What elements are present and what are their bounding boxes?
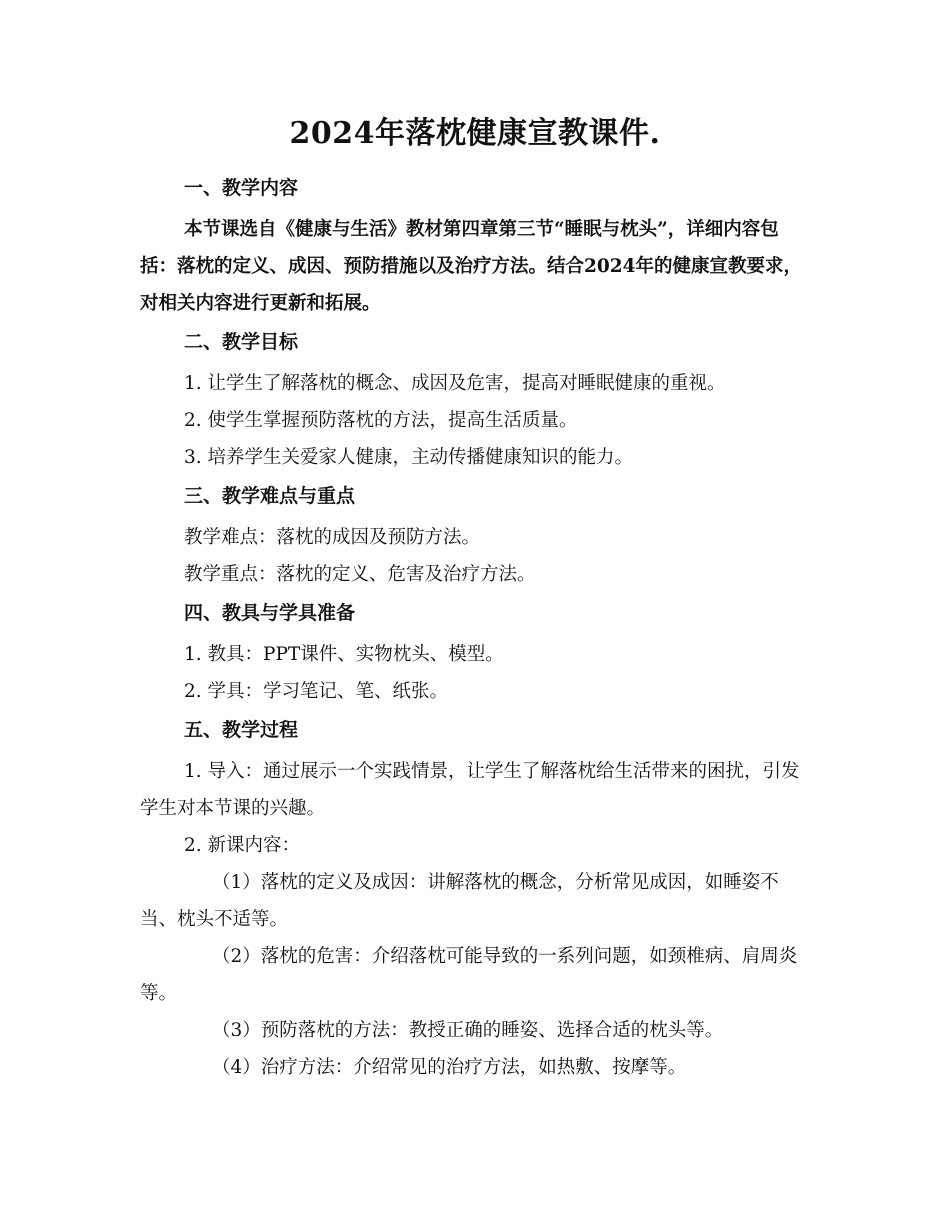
objective-item: 1. 让学生了解落枕的概念、成因及危害，提高对睡眠健康的重视。 bbox=[184, 373, 726, 394]
process-subitem: （3）预防落枕的方法：教授正确的睡姿、选择合适的枕头等。 bbox=[212, 1020, 724, 1041]
section-heading-materials: 四、教具与学具准备 bbox=[184, 602, 356, 624]
document-title: 2024年落枕健康宣教课件. bbox=[289, 116, 661, 151]
material-item: 1. 教具：PPT课件、实物枕头、模型。 bbox=[184, 644, 504, 665]
objective-item: 2. 使学生掌握预防落枕的方法，提高生活质量。 bbox=[184, 410, 578, 431]
objective-item: 3. 培养学生关爱家人健康，主动传播健康知识的能力。 bbox=[184, 447, 634, 468]
process-new-lesson: 2. 新课内容： bbox=[184, 835, 301, 856]
key-point-item: 教学重点：落枕的定义、危害及治疗方法。 bbox=[184, 564, 536, 585]
section-heading-process: 五、教学过程 bbox=[184, 719, 299, 741]
key-point-item: 教学难点：落枕的成因及预防方法。 bbox=[184, 527, 481, 548]
section-text-content: 本节课选自《健康与生活》教材第四章第三节“睡眠与枕头”，详细内容包括：落枕的定义、成因、预防措施以及治疗方法。结合2024年的健康宣教要求，对相关内容进行更新和拓展。 bbox=[140, 219, 802, 314]
material-item: 2. 学具：学习笔记、笔、纸张。 bbox=[184, 681, 449, 702]
section-heading-objectives: 二、教学目标 bbox=[184, 331, 299, 353]
process-intro: 1. 导入：通过展示一个实践情景，让学生了解落枕给生活带来的困扰，引发学生对本节课的兴趣。 bbox=[140, 761, 800, 819]
process-subitem: （1）落枕的定义及成因：讲解落枕的概念，分析常见成因，如睡姿不当、枕头不适等。 bbox=[140, 872, 779, 930]
process-subitem: （2）落枕的危害：介绍落枕可能导致的一系列问题，如颈椎病、肩周炎等。 bbox=[140, 946, 798, 1004]
process-subitem: （4）治疗方法：介绍常见的治疗方法，如热敷、按摩等。 bbox=[212, 1057, 687, 1078]
section-heading-key-points: 三、教学难点与重点 bbox=[184, 485, 356, 507]
section-heading-content: 一、教学内容 bbox=[184, 177, 299, 199]
